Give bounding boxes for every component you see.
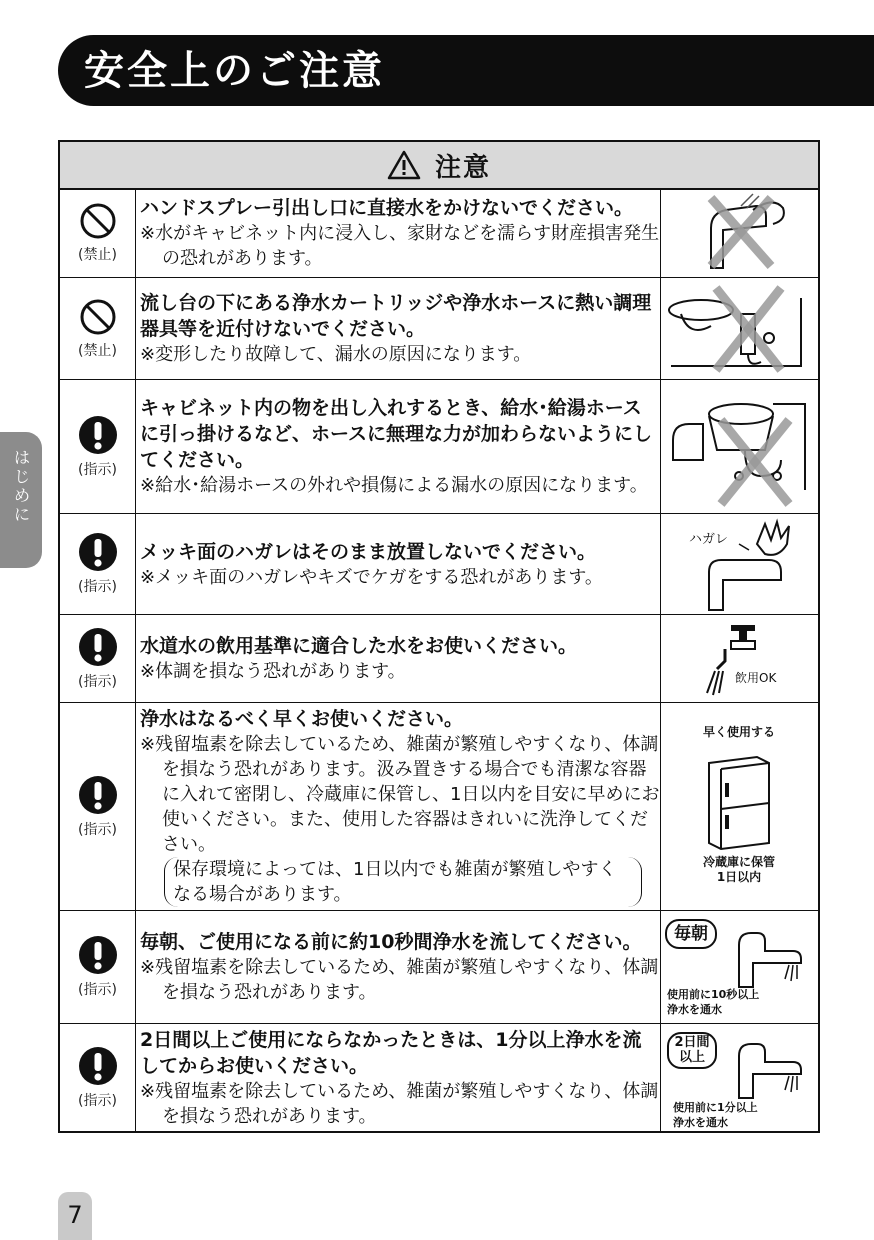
flush-1min-label: 使用前に1分以上 浄水を通水 bbox=[673, 1101, 758, 1129]
mandatory-icon bbox=[78, 627, 118, 667]
symbol-label: (禁止) bbox=[78, 342, 117, 359]
instruction-text: 流し台の下にある浄水カートリッジや浄水ホースに熱い調理器具等を近付けないでください。 bbox=[140, 292, 652, 340]
symbol-label: (指示) bbox=[78, 1092, 117, 1109]
symbol-cell bbox=[60, 1024, 136, 1131]
symbol-label: (指示) bbox=[78, 821, 117, 838]
mandatory-icon bbox=[78, 415, 118, 455]
illustration-cell bbox=[660, 615, 818, 702]
illustration-cell bbox=[660, 703, 818, 910]
mandatory-icon bbox=[78, 935, 118, 975]
caution-table bbox=[58, 140, 820, 1133]
side-tab-label: は じ め に bbox=[13, 448, 30, 524]
caution-row bbox=[60, 615, 818, 703]
note-text: ※メッキ面のハガレやキズでケガをする恐れがあります。 bbox=[140, 566, 603, 588]
page-title: 安全上のご注意 bbox=[84, 48, 385, 94]
symbol-cell bbox=[60, 278, 136, 379]
caution-row bbox=[60, 188, 818, 278]
instruction-text: 2日間以上ご使用にならなかったときは、1分以上浄水を流してからお使いください。 bbox=[140, 1028, 642, 1077]
symbol-label: (指示) bbox=[78, 673, 117, 690]
caution-row bbox=[60, 1024, 818, 1131]
mandatory-icon bbox=[78, 775, 118, 815]
parenthetical-note: 保存環境によっては、1日以内でも雑菌が繁殖しやすくなる場合があります。 bbox=[164, 857, 642, 907]
caution-header bbox=[60, 142, 818, 190]
caution-row bbox=[60, 911, 818, 1024]
peeling-label: ハガレ bbox=[689, 532, 729, 547]
note-text: ※給水･給湯ホースの外れや損傷による漏水の原因になります。 bbox=[140, 475, 648, 496]
instruction-text: 浄水はなるべく早くお使いください。 bbox=[140, 708, 464, 730]
illustration-cell bbox=[660, 911, 818, 1023]
drinkable-label: 飲用OK bbox=[735, 671, 777, 685]
symbol-cell bbox=[60, 911, 136, 1023]
symbol-label: (禁止) bbox=[78, 246, 117, 263]
mandatory-icon bbox=[78, 532, 118, 572]
note-text: ※残留塩素を除去しているため、雑菌が繁殖しやすくなり、体調を損なう恐れがあります。 bbox=[140, 957, 659, 1003]
hand-spray-faucet-illustration bbox=[661, 188, 817, 276]
illustration-cell bbox=[660, 380, 818, 513]
every-morning-badge: 毎朝 bbox=[665, 919, 717, 949]
note-text: ※残留塩素を除去しているため、雑菌が繁殖しやすくなり、体調を損なう恐れがあります。 bbox=[140, 1080, 659, 1127]
illustration-cell bbox=[660, 514, 818, 614]
caution-row bbox=[60, 703, 818, 911]
symbol-label: (指示) bbox=[78, 579, 117, 595]
symbol-cell bbox=[60, 703, 136, 910]
fridge-storage-label: 冷蔵庫に保管 1日以内 bbox=[702, 855, 775, 884]
page-number: 7 bbox=[58, 1192, 92, 1240]
tap-water-illustration bbox=[661, 615, 817, 701]
symbol-cell bbox=[60, 380, 136, 513]
prohibition-icon bbox=[79, 202, 117, 240]
hose-snag-illustration bbox=[661, 380, 817, 512]
caution-label: 注意 bbox=[434, 152, 491, 183]
instruction-text: 毎朝、ご使用になる前に約10秒間浄水を流してください。 bbox=[140, 931, 642, 953]
warning-triangle-icon bbox=[387, 150, 421, 180]
caution-row bbox=[60, 514, 818, 615]
symbol-cell bbox=[60, 514, 136, 614]
instruction-text: メッキ面のハガレはそのまま放置しないでください。 bbox=[140, 540, 597, 563]
cartridge-pot-illustration bbox=[661, 278, 817, 378]
illustration-cell bbox=[660, 188, 818, 277]
symbol-label: (指示) bbox=[78, 461, 117, 478]
symbol-cell bbox=[60, 188, 136, 277]
illustration-cell bbox=[660, 1024, 818, 1131]
caution-row bbox=[60, 278, 818, 380]
plating-peel-illustration bbox=[661, 514, 817, 614]
note-text: ※残留塩素を除去しているため、雑菌が繁殖しやすくなり、体調を損なう恐れがあります。汲み置きする場合でも清潔な容器に入れて密閉し、冷蔵庫に保管し、1日以内を目安に早めにお使いください。また、使用した容器はきれいに洗浄してください。 bbox=[140, 734, 660, 855]
symbol-label: (指示) bbox=[78, 982, 117, 998]
instruction-text: ハンドスプレー引出し口に直接水をかけないでください。 bbox=[140, 196, 634, 219]
prohibition-icon bbox=[79, 298, 117, 336]
instruction-text: 水道水の飲用基準に適合した水をお使いください。 bbox=[140, 635, 578, 657]
note-text: ※水がキャビネット内に浸入し、家財などを濡らす財産損害発生の恐れがあります。 bbox=[140, 222, 660, 269]
symbol-cell bbox=[60, 615, 136, 702]
instruction-text: キャビネット内の物を出し入れするとき、給水･給湯ホースに引っ掛けるなど、ホースに無理な力が加わらないようにしてください。 bbox=[140, 397, 653, 471]
flush-10s-label: 使用前に10秒以上 浄水を通水 bbox=[667, 988, 760, 1016]
two-days-badge: 2日間 以上 bbox=[667, 1032, 717, 1069]
caution-row bbox=[60, 380, 818, 514]
mandatory-icon bbox=[78, 1046, 118, 1086]
use-early-label: 早く使用する bbox=[702, 725, 775, 739]
note-text: ※変形したり故障して、漏水の原因になります。 bbox=[140, 344, 532, 365]
illustration-cell bbox=[660, 278, 818, 379]
note-text: ※体調を損なう恐れがあります。 bbox=[140, 661, 406, 682]
